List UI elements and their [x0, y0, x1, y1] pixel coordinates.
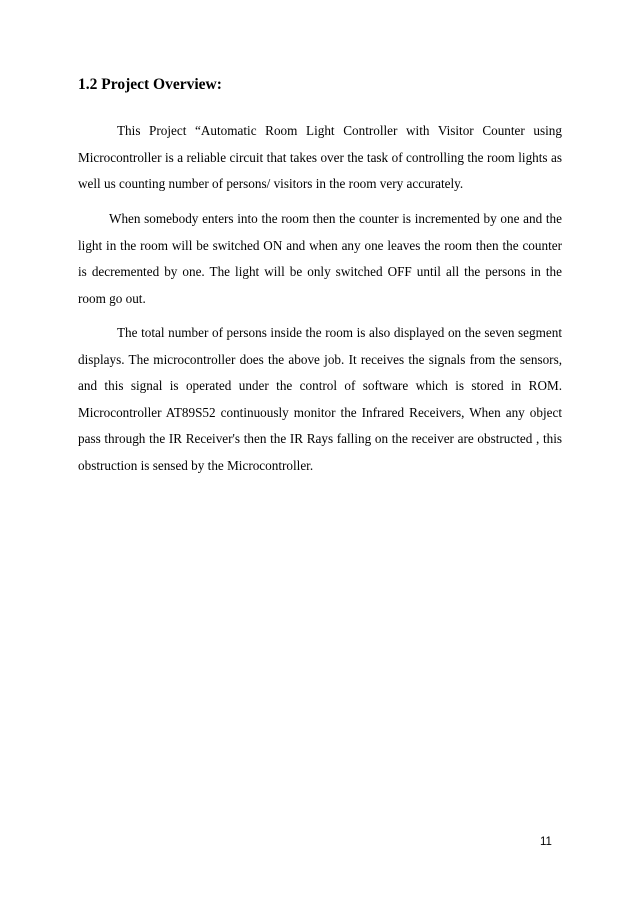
section-heading: 1.2 Project Overview: — [78, 76, 222, 93]
page-number: 11 — [540, 836, 552, 848]
paragraph-display-and-sensing: The total number of persons inside the room is also displayed on the seven segment displays. The microcontroller does the above job. It receives the signals from the sensors, and this signal is operated under the control of software which is stored in ROM. Microcontroller AT89S52 continuously monitor the Infrared Receivers, When any object pass through the IR Receiver's then the IR Rays falling on the receiver are obstructed , this obstruction is sensed by the Microcontroller. — [78, 325, 562, 473]
paragraph-counter-operation: When somebody enters into the room then the counter is incremented by one and the light in the room will be switched ON and when any one leaves the room then the counter is decremented by one. The light will be only switched OFF until all the persons in the room go out. — [78, 211, 562, 306]
paragraph-project-intro: This Project “Automatic Room Light Controller with Visitor Counter using Microcontroller is a reliable circuit that takes over the task of controlling the room lights as well us counting number of persons/ visitors in the room very accurately. — [78, 123, 562, 191]
